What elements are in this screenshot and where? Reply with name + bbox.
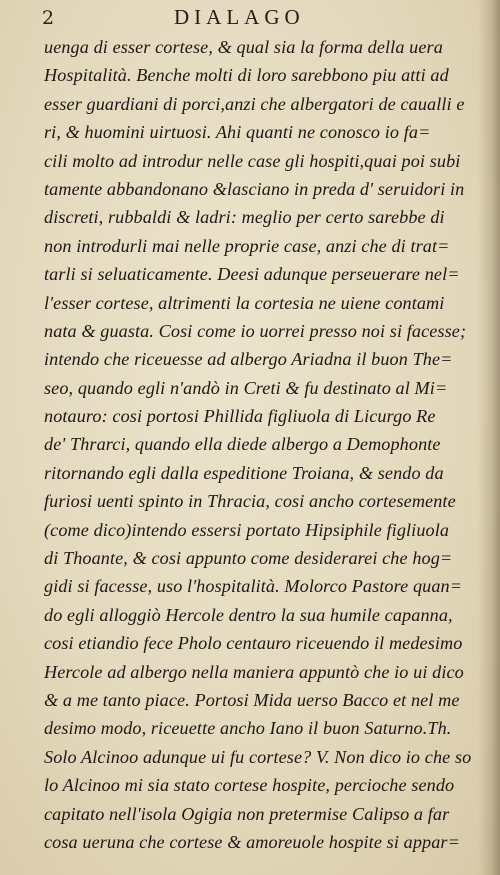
running-head (34, 5, 474, 31)
text-line: tarli si seluaticamente. Deesi adunque perseuerare nel= (44, 264, 460, 285)
text-line: esser guardiani di porci,anzi che albergatori de caualli e (44, 93, 465, 114)
text-line: cosi etiandio fece Pholo centauro riceuendo il medesimo (44, 633, 463, 654)
text-line: gidi si facesse, uso l'hospitalità. Molorco Pastore quan= (44, 576, 463, 597)
text-line: ritornando egli dalla espeditione Troiana, & sendo da (44, 462, 444, 483)
text-line: non introdurli mai nelle proprie case, anzi che di trat= (44, 235, 450, 256)
text-line: l'esser cortese, altrimenti la cortesia ne uiene contami (44, 292, 445, 313)
text-line: intendo che riceuesse ad albergo Ariadna il buon The= (44, 349, 453, 370)
text-line: cili molto ad introdur nelle case gli hospiti,quai poi subi (44, 150, 461, 171)
text-line: Solo Alcinoo adunque ui fu cortese? V. Non dico io che so (44, 746, 472, 767)
text-line: lo Alcinoo mi sia stato cortese hospite, percioche sendo (44, 775, 455, 796)
page-edge-shadow (478, 0, 500, 875)
text-line: Hospitalità. Benche molti di loro sarebbono piu atti ad (44, 65, 449, 86)
page-number: 2 (42, 7, 57, 29)
running-head-title: DIALAGO (174, 5, 305, 29)
text-line: seo, quando egli n'andò in Creti & fu destinato al Mi= (44, 377, 448, 398)
text-line: uenga di esser cortese, & qual sia la forma della uera (44, 37, 443, 57)
text-line: & a me tanto piace. Portosi Mida uerso Bacco et nel me (44, 689, 460, 710)
text-line: cosa ueruna che cortese & amoreuole hospite si appar= (44, 831, 460, 852)
text-line: (come dico)intendo essersi portato Hipsiphile figliuola (44, 519, 450, 540)
text-line: notauro: cosi portosi Phillida figliuola di Licurgo Re (44, 406, 436, 427)
text-line: nata & guasta. Cosi come io uorrei presso noi si facesse; (44, 320, 467, 341)
text-line: di Thoante, & cosi appunto come desiderarei che hog= (44, 548, 453, 569)
text-line: do egli alloggiò Hercole dentro la sua humile capanna, (44, 604, 453, 625)
text-line: tamente abbandonano &lasciano in preda d' seruidori in (44, 178, 465, 199)
body-text (44, 33, 474, 856)
text-line: capitato nell'isola Ogigia non pretermise Calipso a far (44, 803, 450, 824)
text-line: Hercole ad albergo nella maniera appuntò che io ui dico (44, 661, 464, 682)
text-line: desimo modo, riceuette ancho Iano il buon Saturno.Th. (44, 718, 452, 739)
text-line: furiosi uenti spinto in Thracia, cosi ancho cortesemente (44, 491, 456, 512)
text-line: de' Thrarci, quando ella diede albergo a Demophonte (44, 434, 441, 455)
text-line: discreti, rubbaldi & ladri: meglio per certo sarebbe di (44, 207, 445, 228)
text-line: ri, & huomini uirtuosi. Ahi quanti ne conosco io fa= (44, 122, 431, 143)
